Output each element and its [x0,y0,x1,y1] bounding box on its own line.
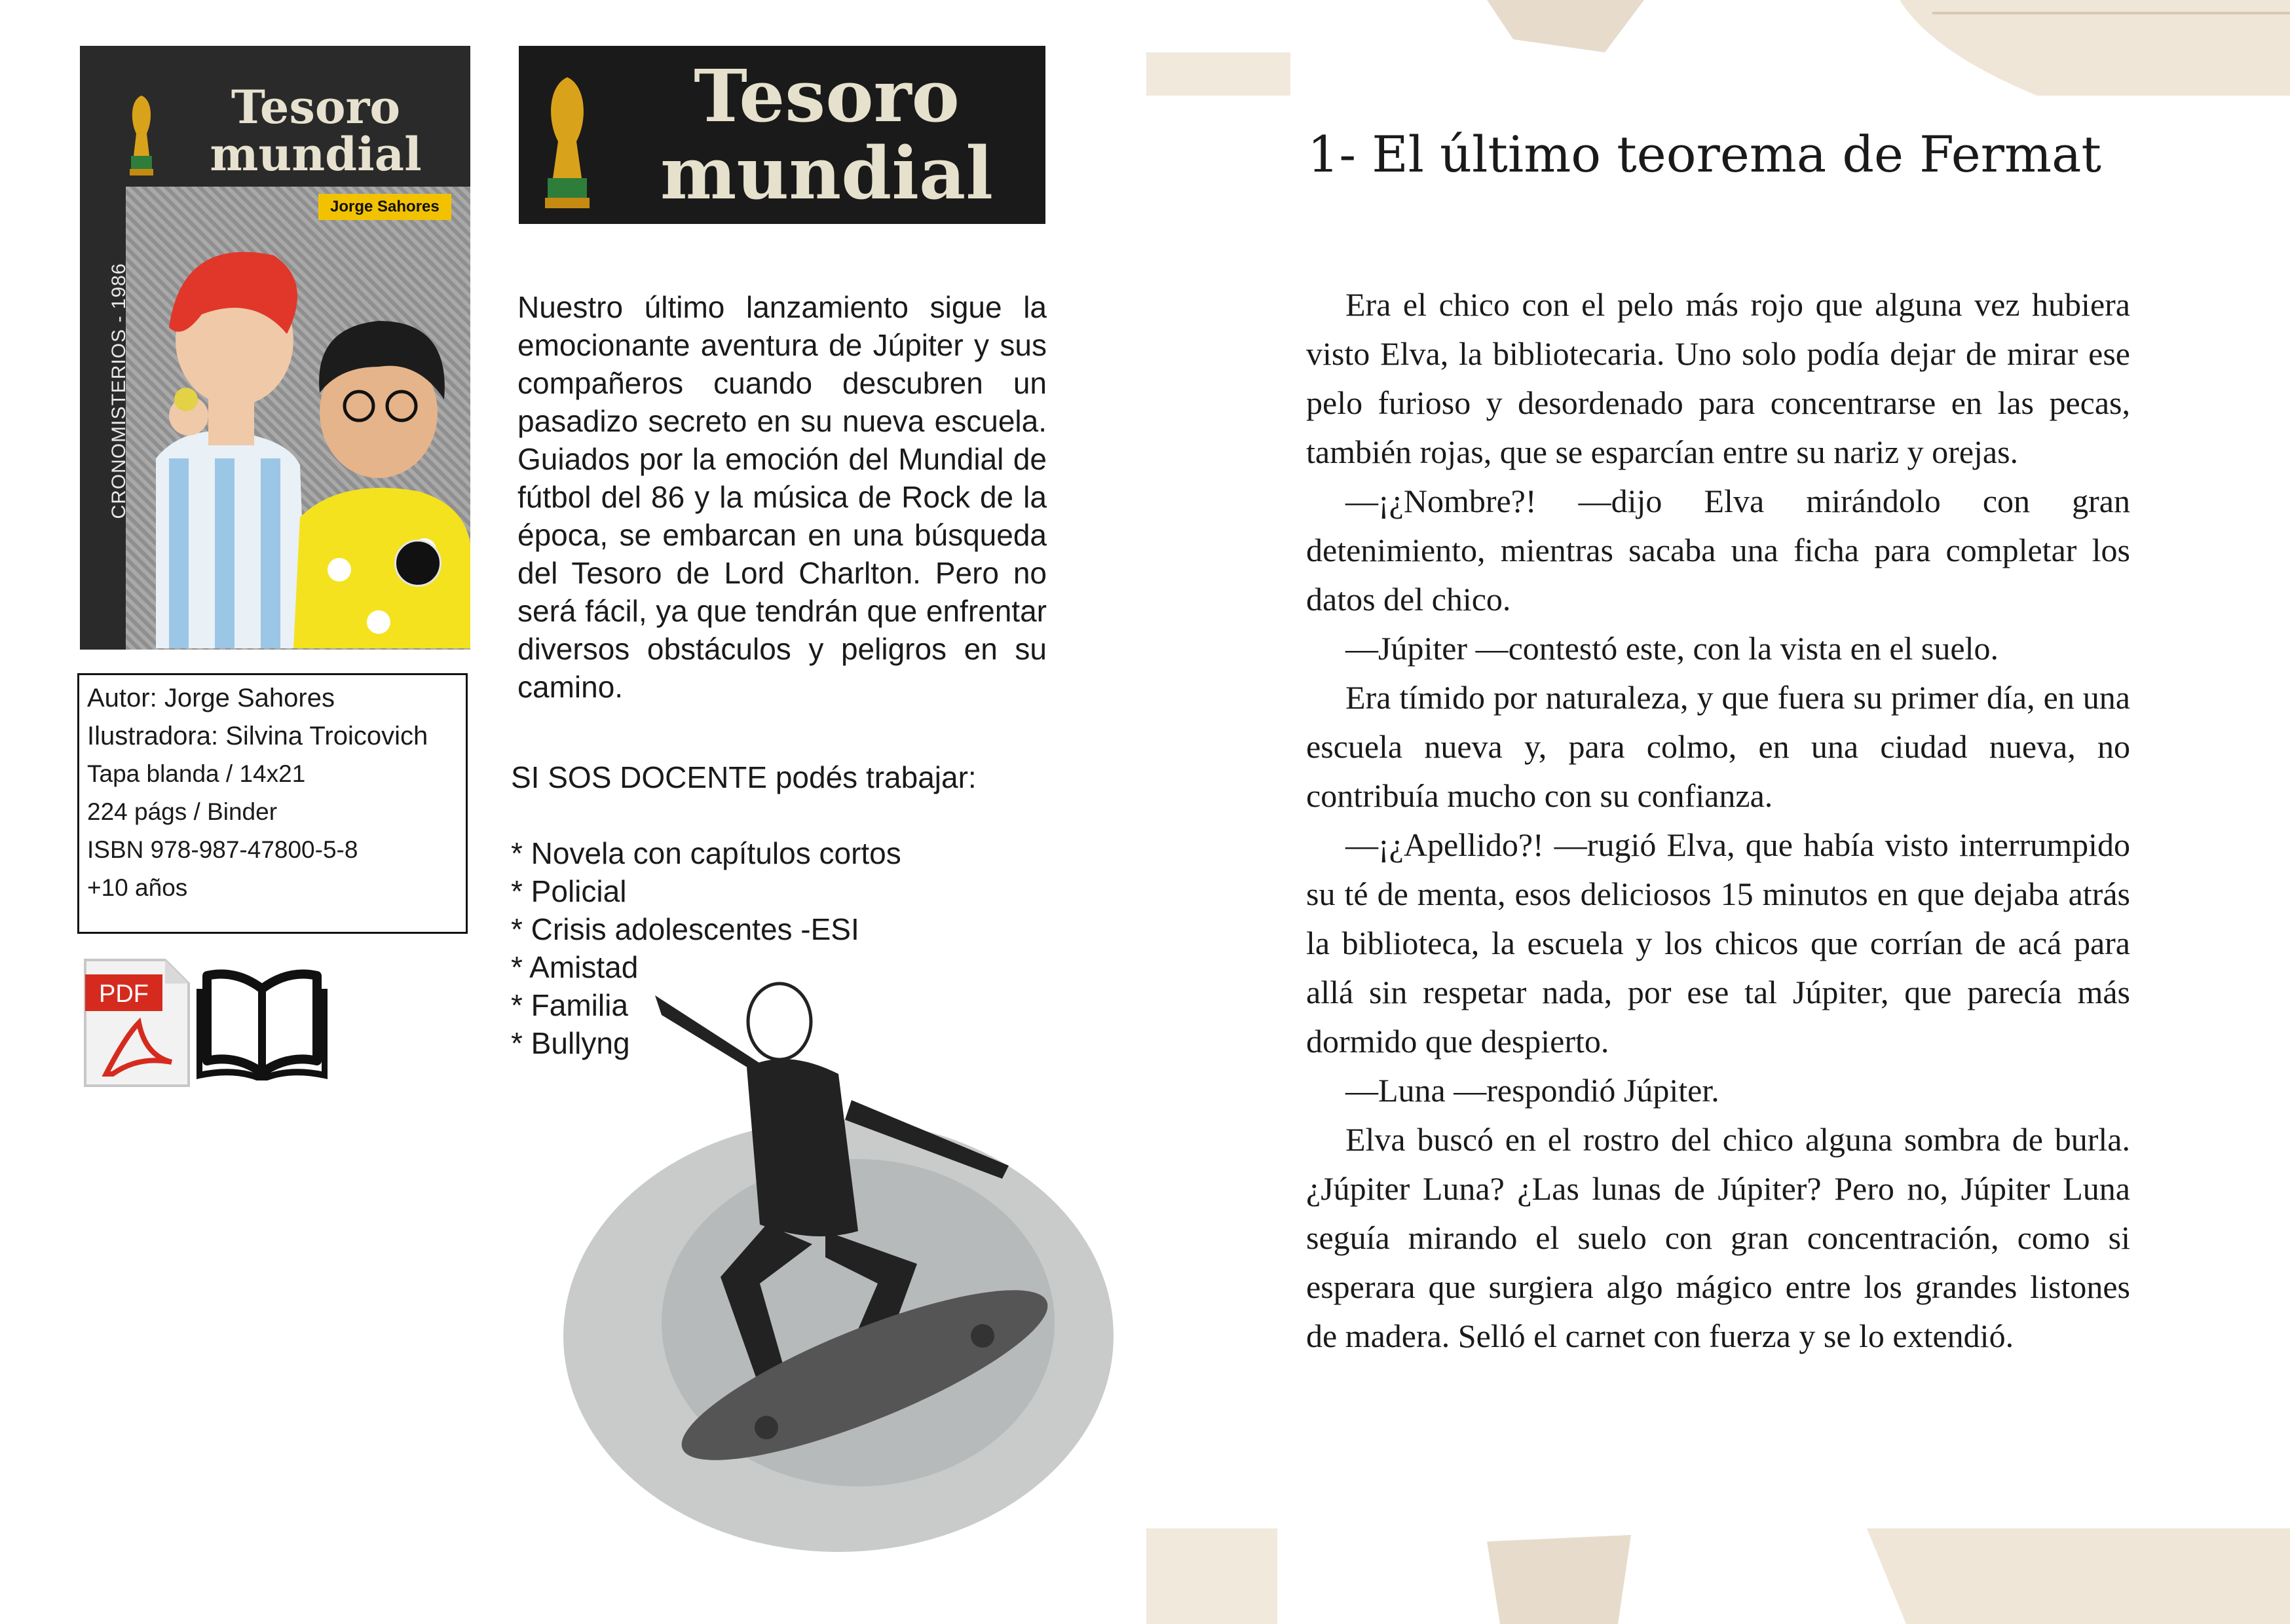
book-description: Nuestro último lanzamiento sigue la emocionante aventura de Júpiter y sus compañeros cuando descubren un pasadizo secreto en su nueva escuela. Guiados por la emoción del Mundial de fútbol del 86 y la música de Rock de la época, se embarcan en una búsqueda del Tesoro de Lord Charlton. Pero no será fácil, ya que tendrán que enfrentar diversos obstáculos y peligros en su camino. [517,290,1047,704]
chapter-paragraph: —Luna —respondió Júpiter. [1345,1072,1719,1109]
spec-author: Autor: Jorge Sahores [87,684,335,712]
cover-spine-text: CRONOMISTERIOS - 1986 [108,263,130,519]
book-cover [80,46,470,650]
list-item: * Familia [511,988,628,1022]
spec-illustrator: Ilustradora: Silvina Troicovich [87,722,428,750]
cover-illustration [143,242,470,648]
chapter-paragraph: —¡¿Nombre?! —dijo Elva mirándolo con gran detenimiento, mientras sacaba una ficha para completar los datos del chico. [1306,483,2130,618]
book-pages-decoration-top [1146,0,2290,96]
open-book-icon[interactable] [197,963,328,1080]
cover-author: Jorge Sahores [318,194,451,220]
title-banner [519,46,1045,224]
spec-pages: 224 págs / Binder [87,798,278,825]
chapter-paragraph: —¡¿Apellido?! —rugió Elva, que había visto interrumpido su té de menta, esos deliciosos 15 minutos en que dejaba atrás la biblioteca, la escuela y los chicos que corrían de acá para allá sin respetar nada, por ese tal Júpiter, que parecía más dormido que despierto. [1306,826,2130,1060]
list-item: * Bullyng [511,1026,630,1060]
trophy-icon [124,93,159,177]
pdf-file-icon[interactable] [80,957,191,1088]
skater-illustration [550,969,1114,1559]
spec-age: +10 años [87,874,188,901]
banner-title: Tesoro mundial [660,54,994,215]
chapter-body [1306,280,2130,1361]
spec-isbn: ISBN 978-987-47800-5-8 [87,836,358,863]
list-item: * Crisis adolescentes -ESI [511,912,859,946]
chapter-paragraph: —Júpiter —contestó este, con la vista en el suelo. [1345,630,1999,667]
list-item: * Amistad [511,950,639,984]
chapter-title: 1- El último teorema de Fermat [1307,125,2101,183]
chapter-paragraph: Era tímido por naturaleza, y que fuera su primer día, en una escuela nueva y, para colmo, en una ciudad nueva, no contribuía mucho con su confianza. [1306,679,2130,814]
chapter-paragraph: Elva buscó en el rostro del chico alguna sombra de burla. ¿Júpiter Luna? ¿Las lunas de Júpiter? Pero no, Júpiter Luna seguía mirando el suelo con gran concentración, como si esperara que surgiera algo mágico entre los grandes listones de madera. Selló el carnet con fuerza y se lo extendió. [1306,1121,2130,1354]
book-pages-decoration-bottom [1146,1528,2290,1624]
publisher-logo [394,540,441,587]
list-item: * Policial [511,874,627,908]
list-item: * Novela con capítulos cortos [511,836,901,870]
book-specs-box [77,673,468,934]
cover-title: Tesoro mundial [210,80,422,181]
spec-binding: Tapa blanda / 14x21 [87,760,306,787]
teacher-heading: SI SOS DOCENTE podés trabajar: [511,760,977,794]
trophy-icon [537,73,597,211]
pdf-label: PDF [99,980,149,1008]
chapter-paragraph: Era el chico con el pelo más rojo que alguna vez hubiera visto Elva, la bibliotecaria. Uno solo podía dejar de mirar ese pelo furioso y desordenado para concentrarse en las pecas, también rojas, que se esparcían entre su nariz y orejas. [1306,286,2130,470]
